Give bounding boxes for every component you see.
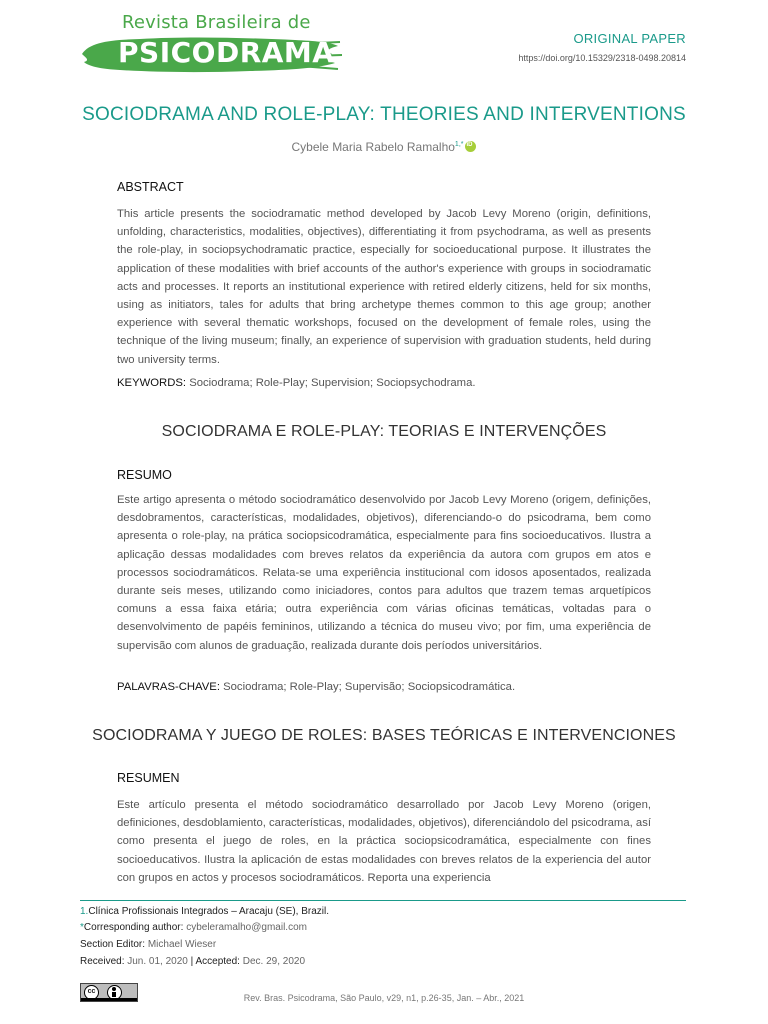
dates-separator: |: [190, 956, 194, 967]
resumo-heading: RESUMO: [117, 468, 172, 482]
accepted-label: Accepted:: [195, 956, 240, 967]
abstract-heading: ABSTRACT: [117, 180, 184, 194]
keywords-label: KEYWORDS:: [117, 377, 187, 389]
citation-footer: Rev. Bras. Psicodrama, São Paulo, v29, n1, p.26-35, Jan. – Abr., 2021: [243, 993, 525, 1003]
journal-name-main: PSICODRAMA: [118, 36, 335, 69]
portuguese-title: SOCIODRAMA E ROLE-PLAY: TEORIAS E INTERVENÇÕES: [161, 423, 607, 440]
resumo-text: Este artigo apresenta o método sociodramático desenvolvido por Jacob Levy Moreno (origem, definições, desdobramentos, características, modalidades, objetivos), diferenciando-o do psicodrama, bem como apresenta o role-play, na prática sociopsicodramática, especialmente para fins socioeducativos. Ilustra a aplicação dessas modalidades com breves relatos da experiência da autora com grupos em atos e processos sociodramáticos. Relata-se uma experiência institucional com idosos aposentados, realizada durante seis meses, utilizando como iniciadores, contos para adultos que trazem temas arquetípicos comuns a essa faixa etária; outra experiência com várias oficinas temáticas, voltadas para o desenvolvimento de papéis femininos, utilizando a técnica do museu vivo; por fim, uma experiência de supervisão com alunos de graduação, realizada durante dois períodos universitários.: [117, 494, 651, 652]
corresponding-mark: *: [80, 922, 84, 933]
document-type: ORIGINAL PAPER: [573, 31, 686, 46]
author-name: Cybele Maria Rabelo Ramalho: [291, 140, 455, 154]
journal-name-top: Revista Brasileira de: [122, 12, 311, 33]
section-editor-label: Section Editor:: [80, 939, 146, 950]
corresponding-note: [80, 922, 307, 933]
section-editor-note: [80, 939, 216, 950]
affiliation-number: 1.: [80, 906, 89, 917]
author-line: [0, 140, 768, 154]
orcid-icon[interactable]: [465, 141, 476, 152]
abstract-text: This article presents the sociodramatic method developed by Jacob Levy Moreno (origin, definitions, unfolding, characteristics, modalities, objectives), differentiating it from psychodrama, as well as presents the role-play, in sociopsychodramatic practice, especially for socioeducational purpose. It illustrates the application of these modalities with brief accounts of the author's experience with groups in sociodramatic acts and processes. It reports an institutional experience with retired elderly citizens, held for six months, using as initiators, tales for adults that bring archetype themes common to this age group; another experience with several thematic workshops, focused on the development of female roles, using the technique of the living museum; finally, an experience of supervision with graduation students, held during two university terms.: [117, 208, 651, 366]
palavras-chave-line: [117, 681, 657, 693]
keywords-line: [117, 377, 657, 389]
palavras-chave-label: PALAVRAS-CHAVE:: [117, 681, 220, 693]
doi-link[interactable]: https://doi.org/10.15329/2318-0498.20814: [518, 53, 686, 63]
corresponding-label: Corresponding author:: [83, 922, 184, 933]
resumen-heading: RESUMEN: [117, 771, 180, 785]
dates-note: [80, 956, 305, 967]
palavras-chave-text: Sociodrama; Role-Play; Supervisão; Sociopsicodramática.: [223, 681, 516, 693]
received-label: Received:: [80, 956, 125, 967]
author-superscript: 1,*: [454, 141, 464, 148]
keywords-text: Sociodrama; Role-Play; Supervision; Sociopsychodrama.: [189, 377, 476, 389]
section-editor-name: Michael Wieser: [147, 939, 217, 950]
resumen-text: Este artículo presenta el método sociodramático desarrollado por Jacob Levy Moreno (origen, definiciones, desdoblamiento, características, modalidades, objetivos), diferenciándolo del psicodrama, así como presenta el juego de roles, en la práctica sociopsicodramática, especialmente con fines socioeducativos. Ilustra la aplicación de estas modalidades con breves relatos de la experiencia del autor con grupos en actos y procesos sociodramáticos. Reporta una experiencia: [117, 799, 651, 884]
accepted-date: Dec. 29, 2020: [242, 956, 306, 967]
cc-icon: cc: [84, 985, 99, 1000]
spanish-title: SOCIODRAMA Y JUEGO DE ROLES: BASES TEÓRICAS E INTERVENCIONES: [92, 727, 676, 744]
corresponding-email[interactable]: cybeleramalho@gmail.com: [186, 922, 307, 933]
affiliation-note: [80, 906, 329, 917]
received-date: Jun. 01, 2020: [127, 956, 188, 967]
affiliation-text: Clínica Profissionais Integrados – Aracaju (SE), Brazil.: [88, 906, 330, 917]
footer-divider: [80, 900, 686, 901]
journal-logo: [80, 12, 350, 72]
article-title: SOCIODRAMA AND ROLE-PLAY: THEORIES AND INTERVENTIONS: [82, 104, 686, 125]
